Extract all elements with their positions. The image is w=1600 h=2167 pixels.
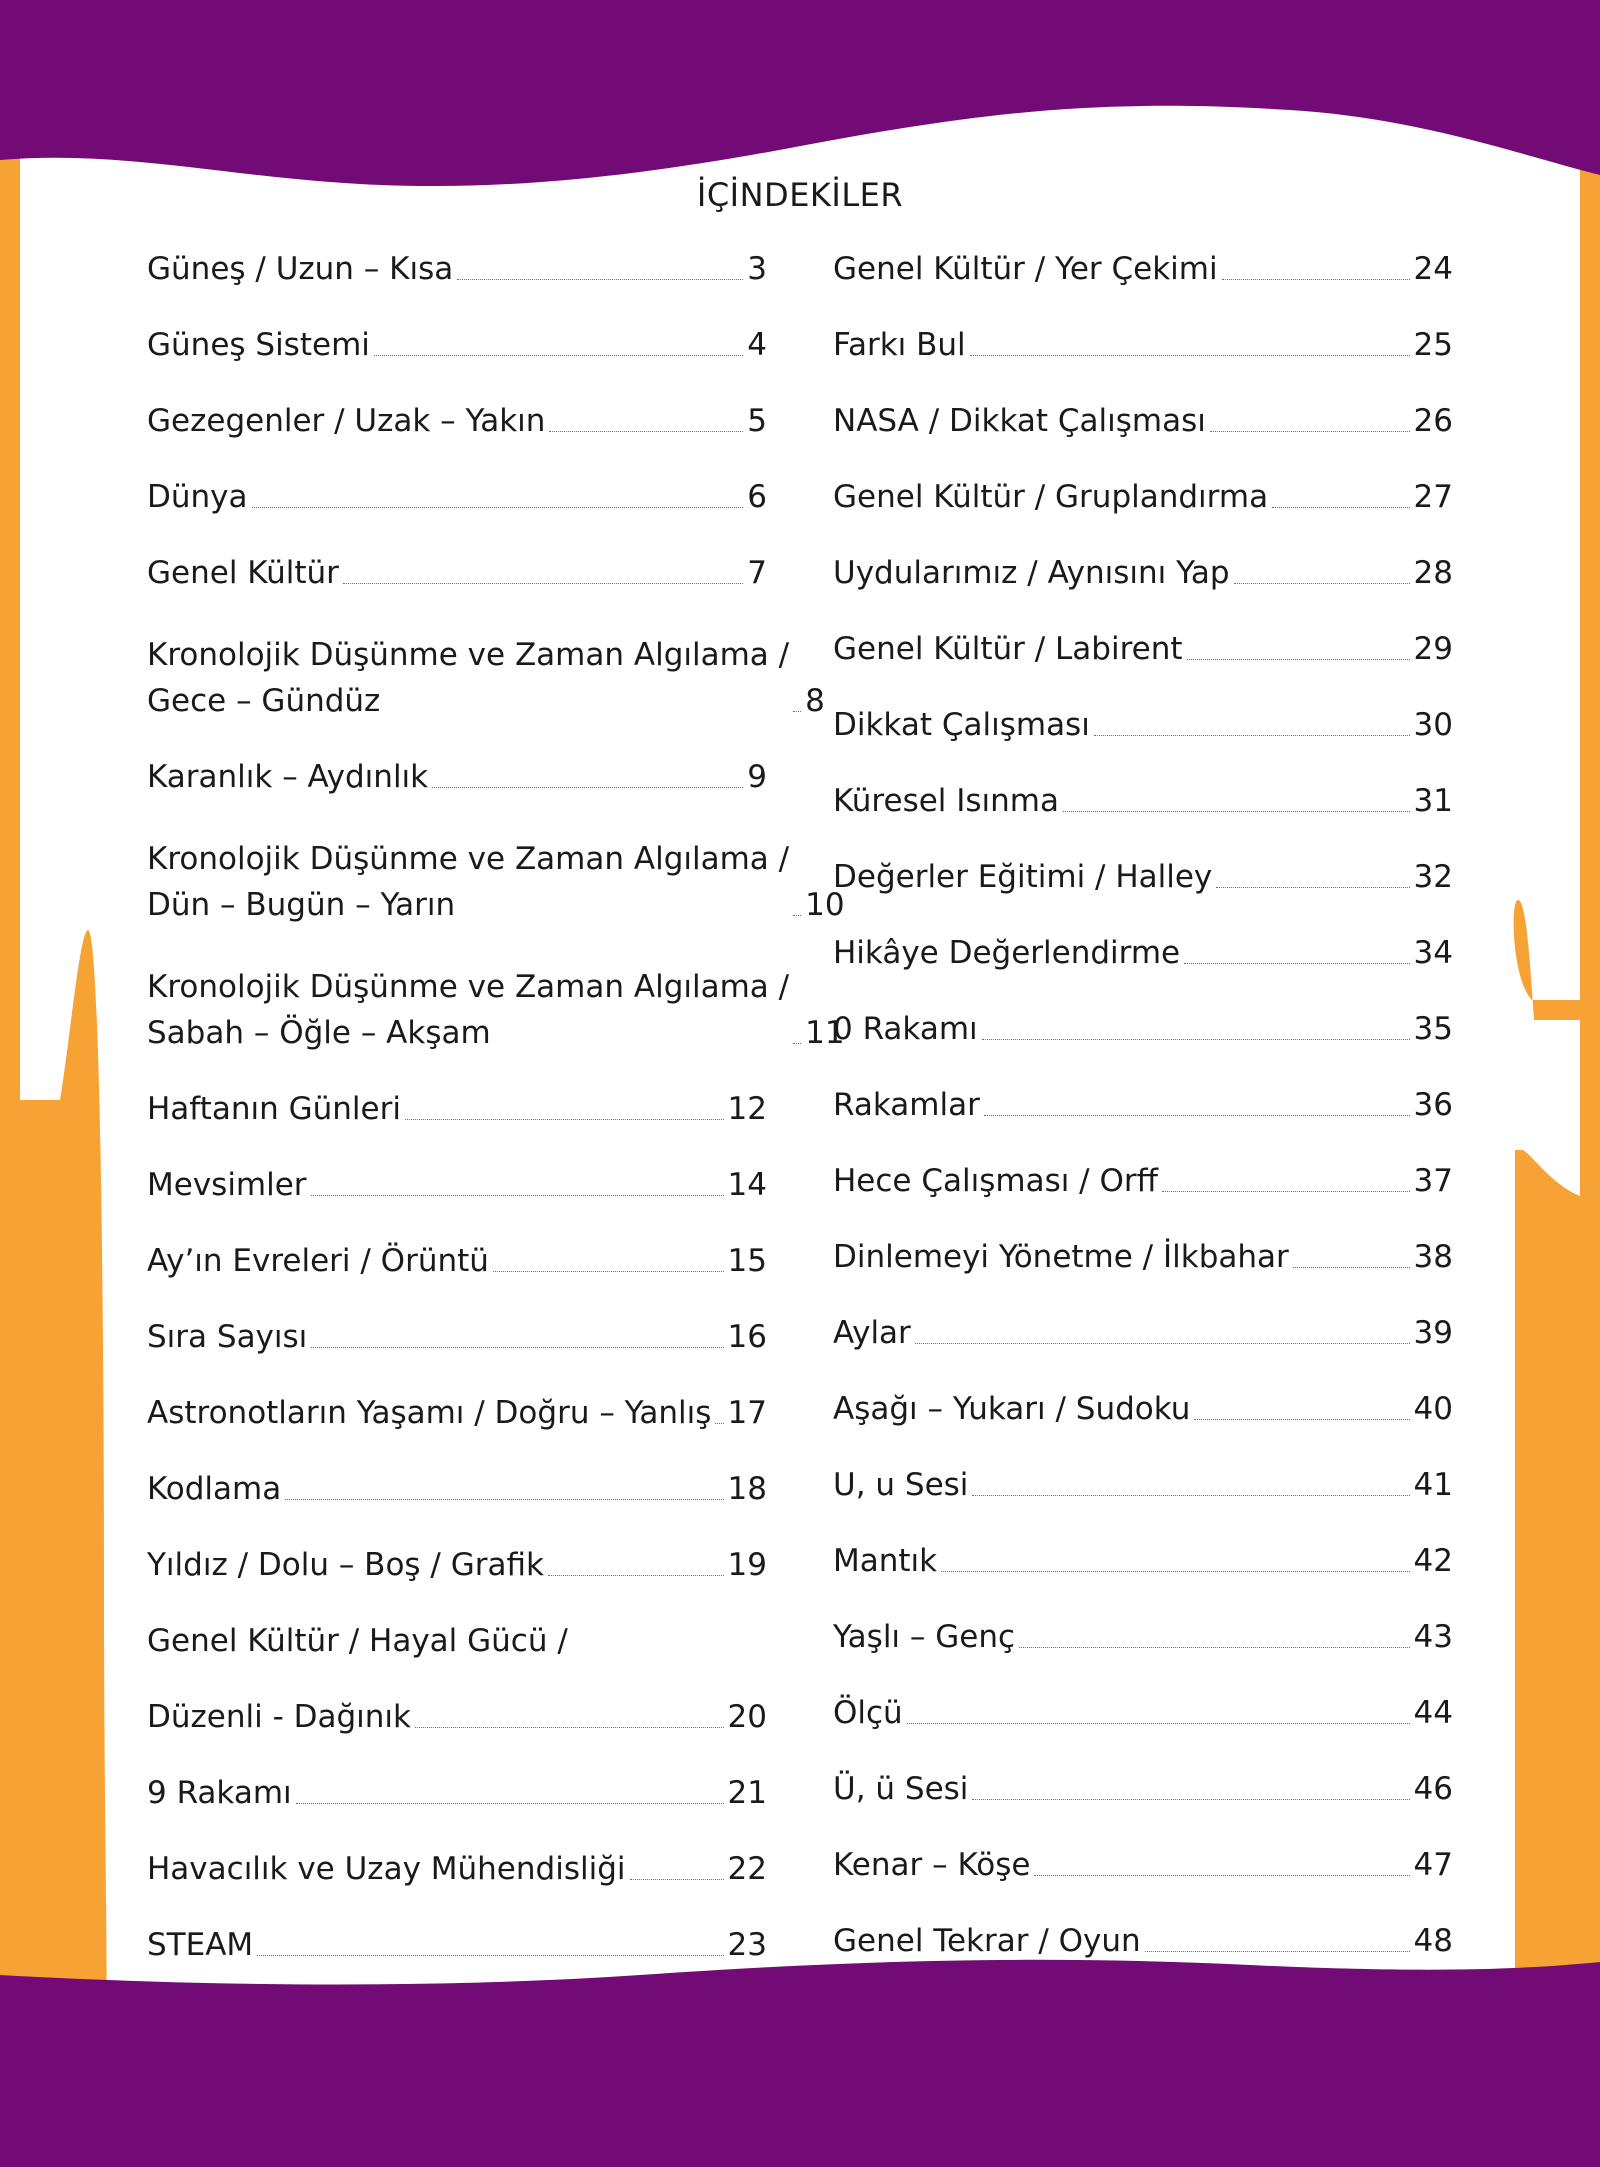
toc-entry-label-group [833, 1845, 1030, 1885]
toc-dot-leader [252, 506, 744, 508]
toc-dot-leader [984, 1114, 1410, 1116]
toc-dot-leader [311, 1346, 723, 1348]
toc-page-number: 42 [1413, 1543, 1453, 1579]
toc-dot-leader [1034, 1874, 1409, 1876]
toc-entry-title: Sıra Sayısı [147, 1319, 308, 1355]
toc-dot-leader [793, 710, 801, 712]
toc-entry-title: Farkı Bul [833, 327, 966, 363]
toc-entry [147, 227, 767, 303]
toc-right-column [833, 227, 1453, 1975]
toc-entry [147, 1675, 767, 1751]
toc-entry-label-group [147, 325, 370, 365]
toc-entry-label-group [147, 1469, 281, 1509]
toc-entry-label-group [833, 629, 1183, 669]
toc-dot-leader [1094, 734, 1410, 736]
toc-entry-title: Hikâye Değerlendirme [833, 935, 1181, 971]
toc-entry-title: Değerler Eğitimi / Halley [833, 859, 1213, 895]
toc-dot-leader [1019, 1646, 1410, 1648]
toc-dot-leader [493, 1270, 724, 1272]
toc-left-column [147, 227, 845, 1979]
toc-page-number: 5 [747, 403, 767, 439]
toc-page-number: 30 [1413, 707, 1453, 743]
toc-entry-title: Dün – Bugün – Yarın [147, 887, 456, 923]
toc-entry-title: Mantık [833, 1543, 938, 1579]
toc-entry-label-group [147, 401, 545, 441]
toc-entry [147, 1447, 767, 1523]
toc-dot-leader [907, 1722, 1410, 1724]
toc-entry [833, 911, 1453, 987]
toc-entry-title: Kenar – Köşe [833, 1847, 1031, 1883]
toc-entry-title: Kodlama [147, 1471, 282, 1507]
toc-entry-label-group [147, 249, 453, 289]
toc-entry-heading: Genel Kültür / Hayal Gücü / [147, 1623, 568, 1659]
toc-entry-label-group [833, 249, 1218, 289]
toc-page-number: 27 [1413, 479, 1453, 515]
toc-entry-label-group [833, 553, 1230, 593]
toc-page-number: 12 [727, 1091, 767, 1127]
toc-page-number: 6 [747, 479, 767, 515]
toc-entry-label-group [833, 1085, 980, 1125]
toc-dot-leader [1187, 658, 1410, 660]
toc-entry-label-group [147, 553, 339, 593]
toc-entry [147, 735, 767, 811]
toc-entry-title: 9 Rakamı [147, 1775, 292, 1811]
toc-entry-title: STEAM [147, 1927, 254, 1963]
toc-dot-leader [972, 1798, 1409, 1800]
toc-entry-title: Ölçü [833, 1695, 903, 1731]
toc-entry [147, 303, 767, 379]
toc-page-number: 11 [805, 1015, 845, 1051]
toc-page-number: 24 [1413, 251, 1453, 287]
toc-entry [147, 531, 767, 607]
toc-entry-title: Ay’ın Evreleri / Örüntü [147, 1243, 489, 1279]
toc-page-number: 14 [727, 1167, 767, 1203]
toc-dot-leader [915, 1342, 1410, 1344]
toc-entry [833, 227, 1453, 303]
toc-entry [833, 1367, 1453, 1443]
toc-entry [833, 1823, 1453, 1899]
toc-entry-title: Küresel Isınma [833, 783, 1060, 819]
toc-entry-label-group [833, 857, 1212, 897]
toc-dot-leader [1145, 1950, 1410, 1952]
toc-dot-leader [1194, 1418, 1409, 1420]
toc-entry-title: Gezegenler / Uzak – Yakın [147, 403, 546, 439]
toc-page-number: 39 [1413, 1315, 1453, 1351]
toc-entry-label-group [147, 1089, 401, 1129]
toc-page-number: 15 [727, 1243, 767, 1279]
toc-entry-label-group [147, 1925, 253, 1965]
toc-entry-title: Düzenli - Dağınık [147, 1699, 411, 1735]
toc-dot-leader [432, 786, 743, 788]
toc-entry [833, 1595, 1453, 1671]
toc-dot-leader [972, 1494, 1409, 1496]
toc-dot-leader [793, 914, 801, 916]
toc-entry [833, 1063, 1453, 1139]
toc-entry [833, 835, 1453, 911]
toc-entry [833, 987, 1453, 1063]
toc-entry-label-group [833, 1009, 978, 1049]
toc-dot-leader [1063, 810, 1410, 812]
toc-entry [147, 1751, 767, 1827]
toc-entry-lead: Kronolojik Düşünme ve Zaman Algılama / [147, 841, 790, 877]
toc-entry [833, 1671, 1453, 1747]
toc-entry-title: Hece Çalışması / Orff [833, 1163, 1158, 1199]
toc-entry-title: Dikkat Çalışması [833, 707, 1090, 743]
toc-page-number: 9 [747, 759, 767, 795]
toc-page-number: 26 [1413, 403, 1453, 439]
toc-entry [147, 1371, 767, 1447]
toc-dot-leader [374, 354, 743, 356]
toc-entry-title: Haftanın Günleri [147, 1091, 401, 1127]
toc-entry-title: Yıldız / Dolu – Boş / Grafik [147, 1547, 544, 1583]
toc-entry-title: Yaşlı – Genç [833, 1619, 1016, 1655]
toc-entry-title: Rakamlar [833, 1087, 980, 1123]
toc-entry-title: Dinlemeyi Yönetme / İlkbahar [833, 1239, 1289, 1275]
toc-entry [147, 1599, 767, 1675]
toc-page-number: 44 [1413, 1695, 1453, 1731]
toc-entry-label-group [147, 477, 248, 517]
toc-entry-label-group [147, 1393, 711, 1433]
toc-dot-leader [457, 278, 743, 280]
toc-entry-label-group [147, 961, 789, 1053]
toc-entry [833, 1215, 1453, 1291]
toc-dot-leader [548, 1574, 724, 1576]
toc-entry-label-group [147, 833, 789, 925]
toc-page-number: 8 [805, 683, 825, 719]
toc-page-number: 10 [805, 887, 845, 923]
toc-page-number: 17 [727, 1395, 767, 1431]
toc-page-number: 7 [747, 555, 767, 591]
toc-entry-title: Karanlık – Aydınlık [147, 759, 429, 795]
toc-dot-leader [793, 1042, 801, 1044]
toc-dot-leader [1210, 430, 1410, 432]
toc-page-number: 43 [1413, 1619, 1453, 1655]
toc-entry [833, 1899, 1453, 1975]
toc-entry [833, 1139, 1453, 1215]
toc-page-number: 23 [727, 1927, 767, 1963]
toc-page-number: 29 [1413, 631, 1453, 667]
toc-entry [833, 607, 1453, 683]
toc-page-number: 21 [727, 1775, 767, 1811]
toc-page-number: 25 [1413, 327, 1453, 363]
toc-entry-label-group [147, 1773, 292, 1813]
toc-entry-title: Güneş / Uzun – Kısa [147, 251, 454, 287]
toc-dot-leader [311, 1194, 724, 1196]
toc-page-number: 47 [1413, 1847, 1453, 1883]
toc-dot-leader [941, 1570, 1409, 1572]
toc-entry-title: Dünya [147, 479, 248, 515]
toc-dot-leader [970, 354, 1410, 356]
toc-entry-title: Mevsimler [147, 1167, 307, 1203]
toc-page-number: 3 [747, 251, 767, 287]
toc-entry [147, 1143, 767, 1219]
toc-dot-leader [1293, 1266, 1410, 1268]
toc-entry [147, 1827, 767, 1903]
toc-entry [147, 379, 767, 455]
toc-entry [833, 1291, 1453, 1367]
toc-page-number: 40 [1413, 1391, 1453, 1427]
toc-dot-leader [715, 1422, 723, 1424]
toc-dot-leader [285, 1498, 723, 1500]
toc-entry-title: Genel Kültür [147, 555, 339, 591]
toc-entry-label-group [833, 1389, 1190, 1429]
toc-page-number: 48 [1413, 1923, 1453, 1959]
toc-entry [833, 1519, 1453, 1595]
toc-entry-label-group [147, 1697, 411, 1737]
toc-page-number: 37 [1413, 1163, 1453, 1199]
toc-entry-label-group [833, 1313, 911, 1353]
toc-dot-leader [296, 1802, 724, 1804]
toc-dot-leader [405, 1118, 724, 1120]
toc-entry [833, 759, 1453, 835]
toc-entry-title: Aşağı – Yukarı / Sudoku [833, 1391, 1191, 1427]
toc-entry-lead: Kronolojik Düşünme ve Zaman Algılama / [147, 637, 790, 673]
toc-page-number: 31 [1413, 783, 1453, 819]
toc-entry [833, 1443, 1453, 1519]
toc-page-number: 28 [1413, 555, 1453, 591]
toc-entry [833, 531, 1453, 607]
toc-dot-leader [1216, 886, 1409, 888]
toc-page-number: 41 [1413, 1467, 1453, 1503]
toc-entry-label-group [833, 705, 1090, 745]
toc-dot-leader [343, 582, 743, 584]
toc-dot-leader [1234, 582, 1410, 584]
toc-entry-title: NASA / Dikkat Çalışması [833, 403, 1206, 439]
toc-entry-title: Güneş Sistemi [147, 327, 370, 363]
toc-entry-title: Aylar [833, 1315, 911, 1351]
toc-entry-lead: Kronolojik Düşünme ve Zaman Algılama / [147, 969, 790, 1005]
toc-entry-title: U, u Sesi [833, 1467, 969, 1503]
toc-entry-title: Ü, ü Sesi [833, 1771, 969, 1807]
toc-entry [833, 1747, 1453, 1823]
toc-dot-leader [1184, 962, 1409, 964]
toc-entry-label-group [833, 1541, 937, 1581]
toc-entry-label-group [833, 1161, 1158, 1201]
toc-entry-label-group [147, 1545, 544, 1585]
toc-dot-leader [415, 1726, 724, 1728]
toc-entry-label-group [147, 757, 428, 797]
toc-entry [147, 811, 845, 939]
toc-entry-label-group [833, 933, 1180, 973]
toc-entry-title: Sabah – Öğle – Akşam [147, 1015, 491, 1051]
toc-entry-label-group [147, 1849, 626, 1889]
toc-dot-leader [1162, 1190, 1410, 1192]
toc-dot-leader [1222, 278, 1410, 280]
toc-entry [833, 379, 1453, 455]
toc-entry-label-group [147, 1241, 489, 1281]
toc-entry [147, 1903, 767, 1979]
toc-entry-label-group [147, 629, 789, 721]
toc-dot-leader [630, 1878, 724, 1880]
toc-page-number: 22 [727, 1851, 767, 1887]
toc-entry [147, 1067, 767, 1143]
toc-entry-title: Astronotların Yaşamı / Doğru – Yanlış [147, 1395, 712, 1431]
toc-entry-title: Genel Kültür / Labirent [833, 631, 1183, 667]
toc-entry [833, 683, 1453, 759]
toc-dot-leader [549, 430, 743, 432]
toc-entry-label-group [833, 1237, 1289, 1277]
toc-entry-label-group [147, 1317, 307, 1357]
toc-page-number: 18 [727, 1471, 767, 1507]
toc-entry-title: Genel Tekrar / Oyun [833, 1923, 1141, 1959]
toc-entry [833, 303, 1453, 379]
toc-entry [147, 1523, 767, 1599]
toc-page-number: 36 [1413, 1087, 1453, 1123]
toc-entry [147, 1219, 767, 1295]
toc-page-number: 32 [1413, 859, 1453, 895]
toc-entry-title: Genel Kültür / Gruplandırma [833, 479, 1269, 515]
toc-entry-label-group [833, 1693, 903, 1733]
toc-page-number: 16 [727, 1319, 767, 1355]
toc-entry-label-group [833, 325, 966, 365]
toc-entry-label-group [833, 477, 1268, 517]
toc-entry-title: 0 Rakamı [833, 1011, 978, 1047]
toc-entry-title: Uydularımız / Aynısını Yap [833, 555, 1230, 591]
toc-page-number: 20 [727, 1699, 767, 1735]
toc-entry [147, 1295, 767, 1371]
toc-entry-label-group [833, 1465, 968, 1505]
toc-entry-label-group [833, 1921, 1141, 1961]
toc-page-number: 38 [1413, 1239, 1453, 1275]
toc-entry-label-group [833, 401, 1206, 441]
toc-page-number: 46 [1413, 1771, 1453, 1807]
toc-page-number: 4 [747, 327, 767, 363]
toc-entry-label-group [833, 1769, 968, 1809]
toc-dot-leader [982, 1038, 1410, 1040]
toc-entry-title: Genel Kültür / Yer Çekimi [833, 251, 1218, 287]
toc-entry [147, 455, 767, 531]
toc-entry [147, 607, 825, 735]
toc-entry-label-group [833, 781, 1059, 821]
toc-entry-label-group [147, 1165, 307, 1205]
toc-entry-label-group [833, 1617, 1015, 1657]
toc-page-number: 35 [1413, 1011, 1453, 1047]
toc-entry [147, 939, 845, 1067]
toc-page-number: 19 [727, 1547, 767, 1583]
toc-entry-title: Havacılık ve Uzay Mühendisliği [147, 1851, 626, 1887]
toc-dot-leader [257, 1954, 723, 1956]
toc-dot-leader [1272, 506, 1409, 508]
toc-entry [833, 455, 1453, 531]
page-title: İÇİNDEKİLER [696, 176, 904, 214]
toc-page-number: 34 [1413, 935, 1453, 971]
toc-entry-title: Gece – Gündüz [147, 683, 381, 719]
